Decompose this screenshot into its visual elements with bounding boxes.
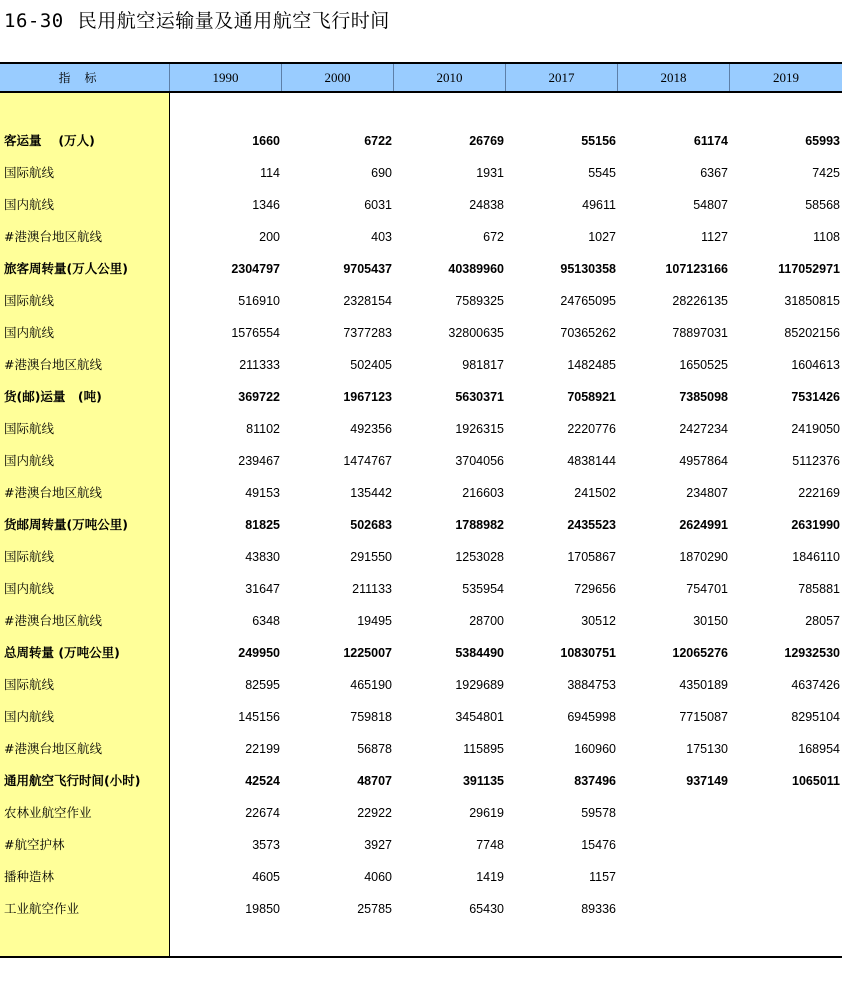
cell-2000: 502683 <box>350 518 392 532</box>
row-label: 旅客周转量(万人公里) <box>4 261 128 276</box>
cell-1990: 4605 <box>252 870 280 884</box>
cell-2018 <box>618 829 730 861</box>
cell-2018: 7715087 <box>679 710 728 724</box>
table-bottom-rule <box>0 956 842 958</box>
cell-2000: 1474767 <box>343 454 392 468</box>
cell-2017: 729656 <box>574 582 616 596</box>
cell-2017: 49611 <box>582 198 616 212</box>
table-title: 民用航空运输量及通用航空飞行时间 <box>77 10 390 32</box>
cell-2017: 1705867 <box>567 550 616 564</box>
cell-2017: 89336 <box>581 902 616 916</box>
cell-1990: 42524 <box>245 774 280 788</box>
cell-2017: 24765095 <box>560 294 616 308</box>
cell-2019: 5112376 <box>792 454 840 468</box>
cell-1990: 6348 <box>252 614 280 628</box>
cell-2000: 211133 <box>352 582 392 596</box>
cell-1990: 114 <box>260 166 280 180</box>
cell-2010: 1929689 <box>455 678 504 692</box>
row-label: 国际航线 <box>4 421 55 436</box>
table-row <box>0 349 842 381</box>
cell-2017: 2435523 <box>567 518 616 532</box>
cell-2000: 6722 <box>364 134 392 148</box>
table-row <box>0 509 842 541</box>
cell-2018: 28226135 <box>672 294 728 308</box>
table-row <box>0 669 842 701</box>
table-row <box>0 477 842 509</box>
cell-2000: 403 <box>371 230 392 244</box>
cell-2019 <box>730 829 842 861</box>
cell-2000: 2328154 <box>343 294 392 308</box>
row-label: 货(邮)运量 (吨) <box>4 389 102 404</box>
cell-2010: 24838 <box>469 198 504 212</box>
cell-1990: 145156 <box>238 710 280 724</box>
row-label: 国际航线 <box>4 677 55 692</box>
cell-1990: 81102 <box>246 422 280 436</box>
table-number: 16-30 <box>4 10 64 32</box>
cell-2017: 1157 <box>589 870 616 884</box>
cell-2000: 22922 <box>357 806 392 820</box>
cell-2010: 1926315 <box>455 422 504 436</box>
row-label: 国内航线 <box>4 581 55 596</box>
cell-2017: 241502 <box>574 486 616 500</box>
cell-1990: 1346 <box>252 198 280 212</box>
cell-2018: 1870290 <box>679 550 728 564</box>
cell-2010: 5384490 <box>455 646 504 660</box>
cell-2019: 117052971 <box>778 262 840 276</box>
cell-1990: 1576554 <box>231 326 280 340</box>
table-row <box>0 573 842 605</box>
row-label: 国际航线 <box>4 293 55 308</box>
cell-2010: 28700 <box>469 614 504 628</box>
cell-2010: 29619 <box>469 806 504 820</box>
row-label: 国际航线 <box>4 165 55 180</box>
table-row <box>0 637 842 669</box>
cell-2017: 5545 <box>588 166 616 180</box>
table-row <box>0 285 842 317</box>
row-label: 国际航线 <box>4 549 55 564</box>
cell-2017: 70365262 <box>560 326 616 340</box>
cell-2018: 4957864 <box>679 454 728 468</box>
cell-2018: 2624991 <box>679 518 728 532</box>
row-label: 工业航空作业 <box>4 901 80 916</box>
cell-2000: 7377283 <box>343 326 392 340</box>
cell-2000: 48707 <box>357 774 392 788</box>
cell-2010: 7748 <box>476 838 504 852</box>
cell-1990: 49153 <box>245 486 280 500</box>
cell-2019: 222169 <box>798 486 840 500</box>
cell-2019: 85202156 <box>784 326 840 340</box>
cell-2019: 7425 <box>812 166 840 180</box>
header-year-2017: 2017 <box>506 64 618 91</box>
cell-2019: 1846110 <box>792 550 840 564</box>
row-label: #港澳台地区航线 <box>4 357 102 372</box>
cell-2018 <box>618 861 730 893</box>
cell-2010: 32800635 <box>448 326 504 340</box>
table-row <box>0 861 842 893</box>
row-label: 货邮周转量(万吨公里) <box>4 517 128 532</box>
cell-1990: 3573 <box>252 838 280 852</box>
cell-2019: 12932530 <box>784 646 840 660</box>
row-label: 国内航线 <box>4 709 55 724</box>
table-row <box>0 189 842 221</box>
cell-2018 <box>618 797 730 829</box>
row-label: 农林业航空作业 <box>4 805 92 820</box>
header-year-2018: 2018 <box>618 64 730 91</box>
cell-2019: 4637426 <box>791 678 840 692</box>
cell-2010: 216603 <box>462 486 504 500</box>
cell-2019: 31850815 <box>784 294 840 308</box>
cell-1990: 2304797 <box>231 262 280 276</box>
data-table <box>0 62 842 958</box>
header-year-2019: 2019 <box>773 70 799 85</box>
cell-2000: 3927 <box>364 838 392 852</box>
cell-2018: 54807 <box>693 198 728 212</box>
cell-2018: 937149 <box>686 774 728 788</box>
table-row <box>0 797 842 829</box>
cell-2017: 30512 <box>581 614 616 628</box>
cell-2010: 65430 <box>469 902 504 916</box>
table-row <box>0 733 842 765</box>
cell-2017: 837496 <box>574 774 616 788</box>
cell-2010: 391135 <box>462 774 504 788</box>
cell-2017: 1027 <box>588 230 616 244</box>
cell-1990: 31647 <box>245 582 280 596</box>
cell-2000: 9705437 <box>343 262 392 276</box>
cell-2000: 492356 <box>350 422 392 436</box>
cell-2017: 95130358 <box>560 262 616 276</box>
cell-2018 <box>618 893 730 925</box>
cell-1990: 369722 <box>238 390 280 404</box>
row-label: #港澳台地区航线 <box>4 741 102 756</box>
row-label: #港澳台地区航线 <box>4 229 102 244</box>
cell-2018: 175130 <box>686 742 728 756</box>
row-label: 国内航线 <box>4 453 55 468</box>
cell-2019: 1108 <box>813 230 840 244</box>
cell-2019 <box>730 861 842 893</box>
cell-2018: 78897031 <box>672 326 728 340</box>
table-row <box>0 445 842 477</box>
cell-2018: 1650525 <box>679 358 728 372</box>
cell-2000: 4060 <box>364 870 392 884</box>
table-row <box>0 317 842 349</box>
cell-2000: 759818 <box>350 710 392 724</box>
page-title <box>4 6 390 33</box>
cell-2018: 107123166 <box>665 262 728 276</box>
cell-2010: 5630371 <box>455 390 504 404</box>
table-row <box>0 829 842 861</box>
cell-2000: 6031 <box>364 198 392 212</box>
cell-1990: 22674 <box>245 806 280 820</box>
cell-2018: 61174 <box>693 134 728 148</box>
cell-2010: 7589325 <box>455 294 504 308</box>
cell-2018: 4350189 <box>679 678 728 692</box>
cell-1990: 200 <box>259 230 280 244</box>
cell-2017: 1482485 <box>567 358 616 372</box>
cell-2018: 12065276 <box>672 646 728 660</box>
cell-2017: 3884753 <box>567 678 616 692</box>
cell-2019 <box>730 797 842 829</box>
cell-1990: 81825 <box>245 518 280 532</box>
cell-2010: 26769 <box>469 134 504 148</box>
cell-2010: 3454801 <box>455 710 504 724</box>
cell-2019: 28057 <box>805 614 840 628</box>
cell-2017: 10830751 <box>560 646 616 660</box>
table-row <box>0 541 842 573</box>
cell-2019: 65993 <box>805 134 840 148</box>
cell-2000: 25785 <box>357 902 392 916</box>
cell-2018: 1127 <box>701 230 728 244</box>
cell-2019: 7531426 <box>791 390 840 404</box>
cell-1990: 211333 <box>239 358 280 372</box>
cell-2017: 55156 <box>581 134 616 148</box>
table-row <box>0 253 842 285</box>
cell-2017: 7058921 <box>567 390 616 404</box>
table-row <box>0 893 842 925</box>
cell-2000: 690 <box>371 166 392 180</box>
cell-2000: 291550 <box>350 550 392 564</box>
row-label: 总周转量 (万吨公里) <box>4 645 120 660</box>
cell-2018: 234807 <box>686 486 728 500</box>
cell-2010: 115895 <box>463 742 504 756</box>
cell-2000: 19495 <box>357 614 392 628</box>
cell-2019: 8295104 <box>791 710 840 724</box>
cell-1990: 516910 <box>238 294 280 308</box>
table-row <box>0 765 842 797</box>
cell-2019: 58568 <box>805 198 840 212</box>
cell-2000: 502405 <box>350 358 392 372</box>
cell-2010: 1931 <box>476 166 504 180</box>
cell-2010: 981817 <box>462 358 504 372</box>
cell-2019 <box>730 893 842 925</box>
header-year-2010: 2010 <box>394 64 506 91</box>
row-label: #航空护林 <box>4 837 65 852</box>
cell-2019: 2631990 <box>791 518 840 532</box>
cell-2000: 1225007 <box>343 646 392 660</box>
header-year-2000: 2000 <box>282 64 394 91</box>
table-row <box>0 125 842 157</box>
cell-1990: 1660 <box>252 134 280 148</box>
cell-2019: 785881 <box>798 582 840 596</box>
table-row <box>0 381 842 413</box>
row-label: #港澳台地区航线 <box>4 613 102 628</box>
header-indicator: 指标 <box>0 64 170 91</box>
cell-2019: 168954 <box>798 742 840 756</box>
cell-2018: 30150 <box>693 614 728 628</box>
cell-1990: 249950 <box>238 646 280 660</box>
table-row <box>0 413 842 445</box>
cell-2000: 56878 <box>357 742 392 756</box>
table-header <box>0 62 842 93</box>
header-year-1990: 1990 <box>170 64 282 91</box>
cell-2000: 1967123 <box>343 390 392 404</box>
cell-2019: 2419050 <box>791 422 840 436</box>
cell-2019: 1065011 <box>792 774 840 788</box>
cell-2010: 1419 <box>476 870 504 884</box>
table-row <box>0 605 842 637</box>
cell-1990: 22199 <box>245 742 280 756</box>
table-row <box>0 701 842 733</box>
cell-2017: 6945998 <box>567 710 616 724</box>
row-label: 国内航线 <box>4 197 55 212</box>
cell-2010: 535954 <box>462 582 504 596</box>
row-label: #港澳台地区航线 <box>4 485 102 500</box>
cell-2017: 15476 <box>581 838 616 852</box>
cell-2017: 4838144 <box>567 454 616 468</box>
cell-2018: 2427234 <box>679 422 728 436</box>
cell-2010: 1788982 <box>455 518 504 532</box>
table-row <box>0 157 842 189</box>
cell-1990: 43830 <box>245 550 280 564</box>
cell-2010: 1253028 <box>455 550 504 564</box>
cell-2000: 135442 <box>350 486 392 500</box>
cell-2018: 6367 <box>700 166 728 180</box>
cell-2010: 672 <box>483 230 504 244</box>
cell-2017: 160960 <box>574 742 616 756</box>
cell-2018: 7385098 <box>679 390 728 404</box>
row-label: 客运量 (万人) <box>4 133 95 148</box>
cell-1990: 82595 <box>245 678 280 692</box>
row-label: 通用航空飞行时间(小时) <box>4 773 141 788</box>
cell-2017: 59578 <box>581 806 616 820</box>
cell-2018: 754701 <box>686 582 728 596</box>
cell-2017: 2220776 <box>567 422 616 436</box>
cell-2010: 40389960 <box>448 262 504 276</box>
cell-1990: 19850 <box>245 902 280 916</box>
cell-1990: 239467 <box>238 454 280 468</box>
table-row <box>0 221 842 253</box>
cell-2019: 1604613 <box>791 358 840 372</box>
cell-2010: 3704056 <box>455 454 504 468</box>
cell-2000: 465190 <box>350 678 392 692</box>
row-label: 播种造林 <box>4 869 55 884</box>
row-label: 国内航线 <box>4 325 55 340</box>
